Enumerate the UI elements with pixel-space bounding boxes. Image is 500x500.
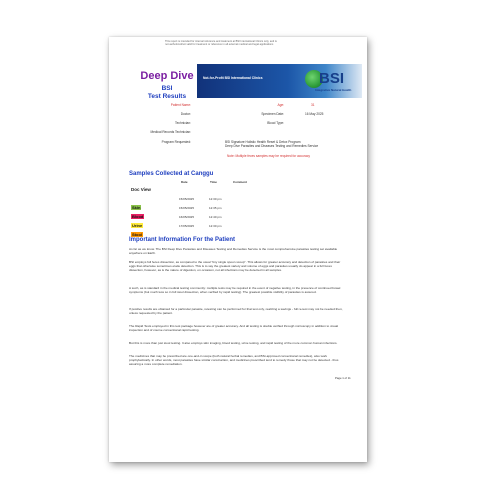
- report-subtitle: [127, 85, 207, 101]
- specimen-date-value: 16 May 2025: [305, 112, 324, 116]
- program-label: Program Requested:: [161, 140, 191, 144]
- subtitle-line: BSI: [161, 85, 173, 92]
- sample-time: 12:30 pm: [209, 197, 222, 201]
- page-number: Page 1 of 11: [335, 376, 351, 380]
- sample-time: 12:40 pm: [209, 215, 222, 219]
- disclaimer: [165, 40, 345, 47]
- technician-label: Technician:: [175, 121, 191, 125]
- subtitle-line: Test Results: [147, 93, 187, 100]
- sample-time: 12:35 pm: [209, 206, 222, 210]
- specimen-date-label: Specimen Date:: [261, 112, 284, 116]
- info-paragraph: A such, as is standard in the medical testing community: multiple tests may be required in the event of negative testing, in the presence of continued bowel symptoms (but much less so in full stool dissection, when verified by rapid testing). The greatest possible visibility of parasites is assured.: [129, 286, 341, 294]
- sample-date: 17/05/2025: [179, 224, 195, 228]
- info-paragraph: The Rapid Tests employed in this test package however are of greater accuracy. And all testing is double verified through microscopy in addition to visual inspection and of course conventional rapid testing.: [129, 324, 338, 332]
- date-header: Date: [181, 180, 188, 184]
- time-header: Time: [210, 180, 217, 184]
- document-page: [109, 37, 367, 462]
- clinic-banner: [197, 64, 362, 98]
- sample-note: Note: Multiple feces samples may be required for accuracy: [227, 154, 310, 158]
- age-value: 31: [311, 103, 315, 107]
- info-paragraph: If positive results are obtained for a particular parasite, retesting can be performed for that test only, realizing a savings - full re-test may not be needed then, unless requested by the patient.: [129, 307, 343, 315]
- report-title: Deep Dive: [140, 70, 194, 82]
- info-title: Important Information For the Patient: [129, 237, 235, 243]
- sample-time: 12:30 pm: [209, 224, 222, 228]
- info-paragraph: The medicines that may be prescribed are one-and-in scope (both natural herbal remedies, and BSI-approved conventional remedies), also work prophylactically. In other words, most parasites have similar construction, and medicines prescribed tend to remedy those that may not be detected - thus assuring a more complete remediation.: [129, 354, 339, 366]
- age-label: Age:: [277, 103, 284, 107]
- program-line: BSI Signature Holistic Health Reset & Detox Program: [225, 140, 301, 144]
- sample-name: Blood: [132, 214, 144, 219]
- sample-date: 15/05/2025: [179, 197, 195, 201]
- info-paragraph: BSI employs full feces dissection, as compared to the usual "tiny single spoon scoop". This allows for greater accuracy and detection of parasites and their eggs that otherwise sometimes elude detection. This is to say the greatest variety and volume of eggs and parasites usually do appear in a full feces dissection, however, as is the nature of digestion, on occasion, not all infections may be detected in all samples.: [129, 260, 341, 272]
- records-technician-label: Medical Records Technician:: [150, 130, 191, 134]
- blood-type-label: Blood Type:: [267, 121, 284, 125]
- sample-date: 15/05/2025: [179, 206, 195, 210]
- patient-name-label: Patient Name:: [170, 103, 191, 107]
- bsi-logo-text: BSI: [319, 70, 345, 87]
- sample-date: 16/05/2025: [179, 215, 195, 219]
- program-line: Deep Dive Parasites and Diseases Testing and Remedies Service: [225, 144, 319, 148]
- doctor-label: Doctor:: [180, 112, 191, 116]
- info-paragraph: As far as we know. The BSI Deep Dive Parasites and Diseases Testing and Remedies Service is the most comprehensive parasites testing set available anywhere on Earth.: [129, 247, 338, 255]
- samples-title: Samples Collected at Canggu: [129, 171, 214, 177]
- disclaimer-line: not authorized/not valid for treatment or reference in all external medical and legal applications: [165, 43, 274, 47]
- program-value: [225, 140, 318, 148]
- comment-header: Comment: [233, 180, 247, 184]
- sample-name: Skin: [132, 205, 141, 210]
- sample-name: Urine: [132, 223, 143, 228]
- banner-text: Not-for-Profit BSI International Clinics: [203, 76, 263, 80]
- disclaimer-line: This report is intended for internal reference and treatment at BSI International Clinics only, and is: [165, 40, 277, 43]
- bsi-logo-subtitle: Integrative Natural Health: [315, 88, 352, 92]
- info-paragraph: But this is more than just stool testing. It also employs skin imaging, blood testing, urine testing, and rapid testing of the more common human infections.: [129, 341, 338, 345]
- doc-view-label: Doc View: [131, 187, 151, 192]
- sample-name: Stool: [132, 232, 142, 237]
